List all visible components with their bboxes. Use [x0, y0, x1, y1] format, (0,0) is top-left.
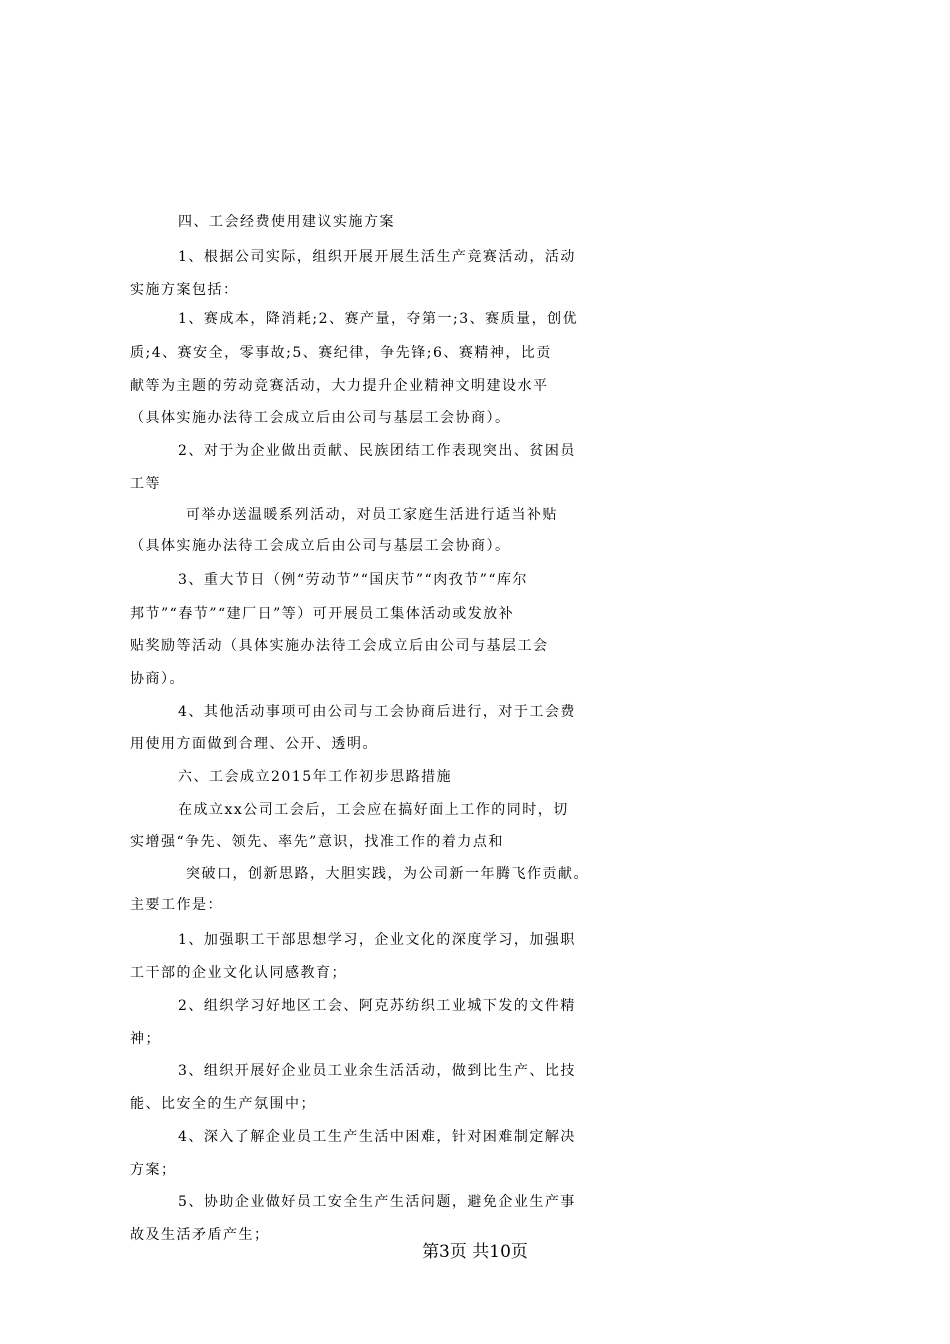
text-line: 邦节”“春节”“建厂日”等）可开展员工集体活动或发放补: [130, 606, 515, 622]
text-line: 实增强“争先、领先、率先”意识，找准工作的着力点和: [130, 834, 504, 850]
text-line: （具体实施办法待工会成立后由公司与基层工会协商）。: [130, 538, 511, 554]
text-line: 3、重大节日（例“劳动节”“国庆节”“肉孜节”“库尔: [178, 572, 529, 588]
text-line: 工等: [130, 476, 161, 492]
text-line: 神；: [130, 1031, 161, 1047]
text-line: 协商）。: [130, 671, 185, 687]
text-line: 故及生活矛盾产生；: [130, 1227, 270, 1243]
text-line: 1、根据公司实际，组织开展开展生活生产竞赛活动，活动: [178, 249, 576, 265]
text-line: 1、赛成本，降消耗;2、赛产量，夺第一;3、赛质量，创优: [178, 311, 579, 327]
text-line: 在成立xx公司工会后，工会应在搞好面上工作的同时，切: [178, 802, 569, 818]
text-line: 质;4、赛安全，零事故;5、赛纪律，争先锋;6、赛精神，比贡: [130, 345, 552, 361]
text-line: 用使用方面做到合理、公开、透明。: [130, 736, 378, 752]
page-number-footer: 第3页 共10页: [422, 1242, 528, 1262]
text-line: 献等为主题的劳动竞赛活动，大力提升企业精神文明建设水平: [130, 378, 549, 394]
text-line: 方案；: [130, 1162, 177, 1178]
text-line: 六、工会成立2015年工作初步思路措施: [178, 769, 453, 785]
text-line: 贴奖励等活动（具体实施办法待工会成立后由公司与基层工会: [130, 638, 549, 654]
text-line: 2、组织学习好地区工会、阿克苏纺织工业城下发的文件精: [178, 998, 576, 1014]
text-line: 突破口，创新思路，大胆实践，为公司新一年腾飞作贡献。: [186, 866, 589, 882]
text-line: 2、对于为企业做出贡献、民族团结工作表现突出、贫困员: [178, 443, 576, 459]
text-line: 4、深入了解企业员工生产生活中困难，针对困难制定解决: [178, 1129, 576, 1145]
text-line: 主要工作是：: [130, 897, 223, 913]
text-line: 四、工会经费使用建议实施方案: [178, 214, 395, 230]
text-line: 5、协助企业做好员工安全生产生活问题，避免企业生产事: [178, 1194, 576, 1210]
text-line: 实施方案包括：: [130, 282, 239, 298]
text-line: 工干部的企业文化认同感教育；: [130, 965, 347, 981]
text-line: 能、比安全的生产氛围中；: [130, 1096, 316, 1112]
text-line: 3、组织开展好企业员工业余生活活动，做到比生产、比技: [178, 1063, 576, 1079]
text-line: （具体实施办法待工会成立后由公司与基层工会协商）。: [130, 410, 511, 426]
text-line: 可举办送温暖系列活动，对员工家庭生活进行适当补贴: [186, 507, 558, 523]
text-line: 1、加强职工干部思想学习，企业文化的深度学习，加强职: [178, 932, 576, 948]
text-line: 4、其他活动事项可由公司与工会协商后进行，对于工会费: [178, 704, 576, 720]
